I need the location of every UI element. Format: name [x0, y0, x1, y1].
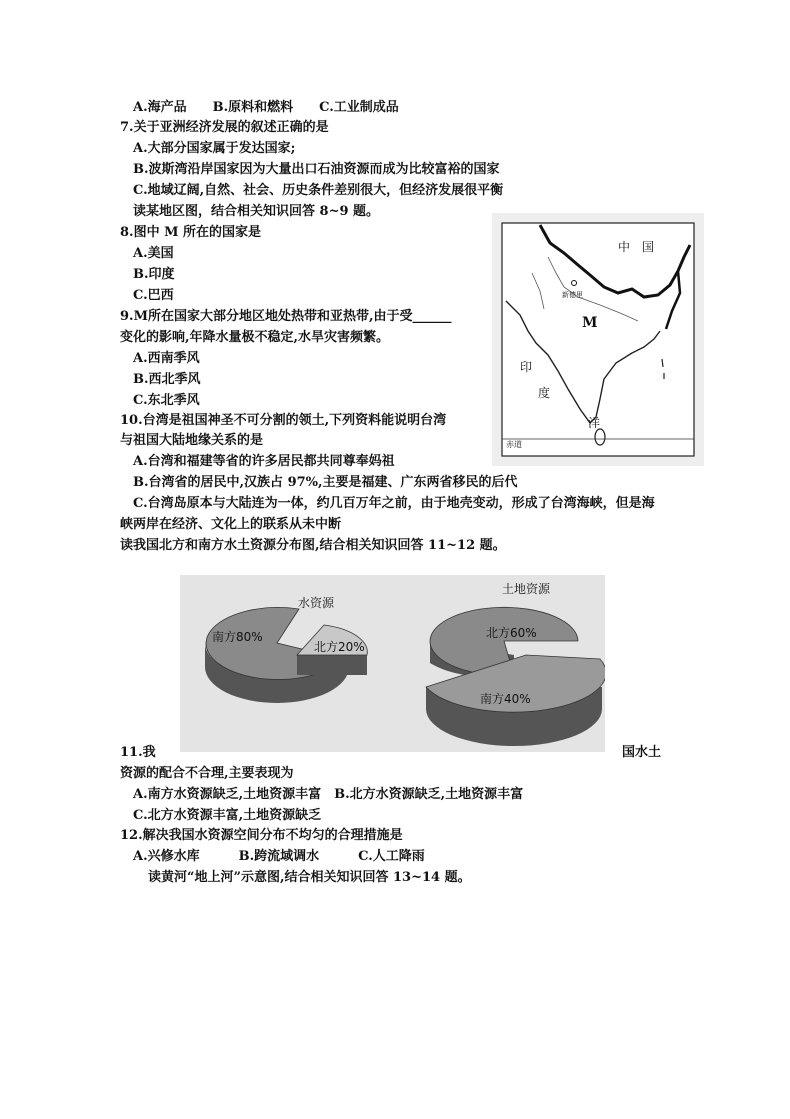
q9-option-a: A.西南季风	[133, 351, 200, 366]
water-title: 水资源	[298, 596, 335, 610]
china-label: 中 国	[618, 240, 655, 254]
sri-lanka	[595, 429, 605, 445]
q9-stem-line1: 9.M所在国家大部分地区地处热带和亚热带,由于受______	[120, 309, 452, 324]
intro-13-14: 读黄河“地上河”示意图,结合相关知识回答 13~14 题。	[148, 870, 471, 885]
q10-option-b: B.台湾省的居民中,汉族占 97%,主要是福建、广东两省移民的后代	[133, 475, 518, 490]
q8-stem: 8.图中 M 所在的国家是	[120, 225, 262, 240]
q7-stem: 7.关于亚洲经济发展的叙述正确的是	[120, 120, 329, 135]
q11-stem-left: 11.我	[120, 745, 156, 760]
q8-option-a: A.美国	[133, 246, 174, 261]
q12-options: A.兴修水库 B.跨流域调水 C.人工降雨	[133, 849, 425, 864]
q8-option-b: B.印度	[133, 267, 175, 282]
equator-label: 赤道	[506, 440, 522, 449]
ocean-label-1: 印	[520, 360, 533, 374]
water-north-side	[297, 655, 367, 675]
land-north-label: 北方60%	[486, 626, 537, 640]
q12-stem: 12.解决我国水资源空间分布不均匀的合理措施是	[120, 828, 403, 843]
q9-stem-line2: 变化的影响,年降水量极不稳定,水旱灾害频繁。	[120, 330, 390, 345]
q11-stem-line2: 资源的配合不合理,主要表现为	[120, 766, 294, 781]
land-title: 土地资源	[502, 582, 551, 596]
q11-stem-right: 国水土	[622, 745, 662, 760]
new-delhi-label: 新德里	[562, 291, 583, 299]
q8-option-c: C.巴西	[133, 288, 174, 303]
intro-11-12: 读我国北方和南方水土资源分布图,结合相关知识回答 11~12 题。	[120, 538, 506, 553]
q7-option-c: C.地域辽阔,自然、社会、历史条件差别很大，但经济发展很平衡	[133, 183, 504, 198]
q9-option-b: B.西北季风	[133, 372, 201, 387]
q7-option-a: A.大部分国家属于发达国家;	[133, 141, 296, 156]
ocean-label-2: 度	[538, 386, 551, 400]
m-label: M	[582, 315, 598, 331]
q10-stem-line1: 10.台湾是祖国神圣不可分割的领土,下列资料能说明台湾	[120, 413, 447, 428]
q11-options-ab: A.南方水资源缺乏,土地资源丰富 B.北方水资源缺乏,土地资源丰富	[133, 787, 524, 802]
q9-option-c: C.东北季风	[133, 393, 200, 408]
q10-option-c-line2: 峡两岸在经济、文化上的联系从未中断	[120, 517, 342, 532]
q6-options: A.海产品 B.原料和燃料 C.工业制成品	[133, 100, 399, 115]
ocean-label-3: 洋	[588, 416, 601, 430]
q11-option-c: C.北方水资源丰富,土地资源缺乏	[133, 808, 322, 823]
water-north-label: 北方20%	[314, 640, 365, 654]
q10-option-c-line1: C.台湾岛原本与大陆连为一体，约几百万年之前，由于地壳变动，形成了台湾海峡，但是海	[133, 496, 655, 511]
q10-option-a: A.台湾和福建等省的许多居民都共同尊奉妈祖	[133, 454, 395, 469]
intro-8-9: 读某地区图，结合相关知识回答 8~9 题。	[133, 204, 380, 219]
q10-stem-line2: 与祖国大陆地缘关系的是	[120, 433, 264, 448]
q7-option-b: B.波斯湾沿岸国家因为大量出口石油资源而成为比较富裕的国家	[133, 162, 500, 177]
water-south-label: 南方80%	[212, 630, 263, 644]
south-asia-map	[492, 213, 704, 466]
land-south-label: 南方40%	[480, 692, 531, 706]
water-land-pie-charts	[180, 575, 605, 752]
